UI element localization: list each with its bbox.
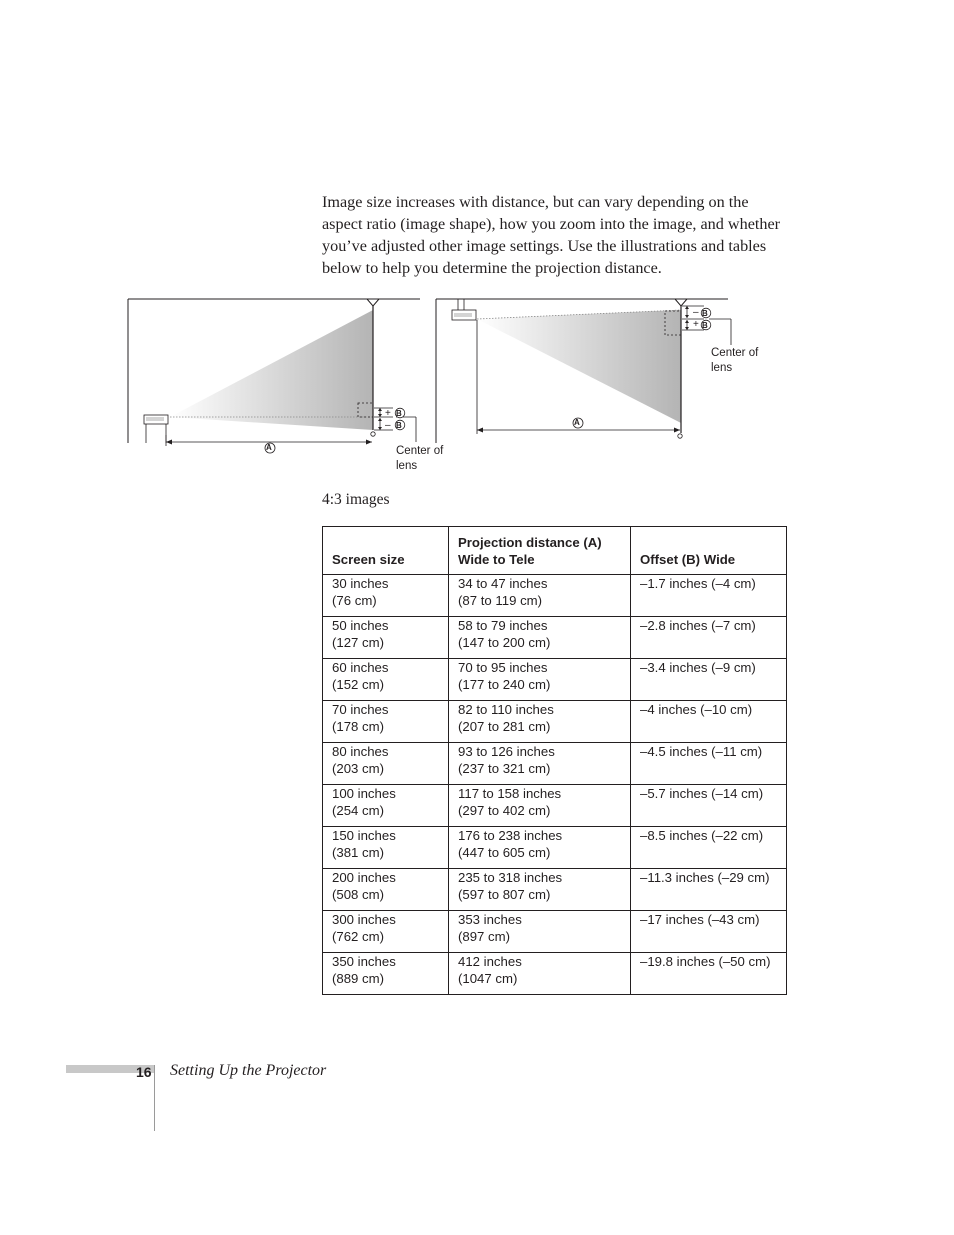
intro-paragraph: Image size increases with distance, but can vary depending on the aspect ratio (image shape), how you zoom into the image, and whether you’ve adjusted other image settings. Use the illustrations and tables below to help you determine the projection distance.: [322, 193, 781, 277]
screen-size-cell-metric: (508 cm): [332, 887, 385, 902]
center-of-lens-line1: Center of: [396, 445, 444, 457]
screen-size-cell-metric: (381 cm): [332, 845, 385, 860]
screen-size-cell: [323, 575, 449, 617]
projection-distance-cell: [449, 911, 631, 953]
offset-cell-value: –1.7 inches (–4 cm): [640, 576, 756, 591]
offset-sign-minus: –: [693, 307, 699, 318]
offset-cell: [631, 659, 787, 701]
offset-sign-plus: +: [385, 408, 391, 419]
screen-size-cell: [323, 827, 449, 869]
footer-divider: [154, 1065, 155, 1131]
offset-cell: [631, 911, 787, 953]
projection-distance-cell: [449, 743, 631, 785]
projection-distance-cell-value: 117 to 158 inches: [458, 786, 562, 801]
offset-cell: [631, 785, 787, 827]
offset-label-b-top: B: [702, 309, 708, 318]
offset-cell: [631, 953, 787, 995]
projection-distance-cell: [449, 869, 631, 911]
screen-size-cell: [323, 911, 449, 953]
page-number: 16: [136, 1064, 152, 1080]
screen-size-cell: [323, 869, 449, 911]
offset-sign-plus: +: [693, 319, 699, 330]
table-row: [323, 953, 787, 995]
center-of-lens-line2: lens: [711, 362, 733, 374]
projection-distance-cell-metric: (177 to 240 cm): [458, 677, 551, 692]
projection-distance-cell: [449, 785, 631, 827]
screen-size-cell-value: 70 inches: [332, 702, 389, 717]
center-of-lens-line2: lens: [396, 460, 418, 472]
header-projection-line1: Projection distance (A): [458, 535, 602, 550]
offset-label-b-bottom: B: [702, 321, 708, 330]
projection-distance-cell-metric: (597 to 807 cm): [458, 887, 551, 902]
projection-distance-cell-value: 176 to 238 inches: [458, 828, 563, 843]
screen-size-cell-value: 80 inches: [332, 744, 389, 759]
ceiling-projector-icon: [452, 299, 476, 320]
projection-distance-cell-metric: (897 cm): [458, 929, 511, 944]
projection-distance-cell: [449, 659, 631, 701]
header-projection-distance: [449, 527, 631, 575]
ceiling-projection-diagram: [436, 299, 731, 443]
screen-size-cell-value: 300 inches: [332, 912, 396, 927]
offset-cell-value: –4.5 inches (–11 cm): [640, 744, 763, 759]
center-of-lens-line1: Center of: [711, 347, 759, 359]
offset-cell-value: –19.8 inches (–50 cm): [640, 954, 771, 969]
screen-size-cell-value: 200 inches: [332, 870, 396, 885]
screen-size-cell-value: 30 inches: [332, 576, 389, 591]
offset-cell: [631, 869, 787, 911]
screen-size-cell-metric: (762 cm): [332, 929, 385, 944]
offset-cell-value: –4 inches (–10 cm): [640, 702, 753, 717]
projection-distance-cell: [449, 827, 631, 869]
screen-size-cell: [323, 785, 449, 827]
projection-distance-cell: [449, 953, 631, 995]
table-header-row: [323, 527, 787, 575]
projection-distance-cell-metric: (147 to 200 cm): [458, 635, 551, 650]
header-projection-line2: Wide to Tele: [458, 552, 535, 567]
center-of-lens-label: [711, 346, 758, 376]
offset-cell-value: –2.8 inches (–7 cm): [640, 618, 756, 633]
projection-distance-cell-value: 235 to 318 inches: [458, 870, 563, 885]
projection-distance-cell-metric: (297 to 402 cm): [458, 803, 551, 818]
screen-size-cell-value: 100 inches: [332, 786, 396, 801]
projection-distance-cell-metric: (447 to 605 cm): [458, 845, 551, 860]
projection-distance-cell-value: 412 inches: [458, 954, 522, 969]
offset-cell: [631, 575, 787, 617]
offset-sign-minus: –: [385, 420, 391, 431]
table-heading: 4:3 images: [322, 491, 390, 508]
screen-size-cell-metric: (76 cm): [332, 593, 377, 608]
screen-size-cell-value: 150 inches: [332, 828, 396, 843]
projection-distance-cell-value: 353 inches: [458, 912, 522, 927]
floor-projection-diagram: [128, 299, 420, 453]
screen-size-cell: [323, 659, 449, 701]
projection-distance-cell-value: 70 to 95 inches: [458, 660, 548, 675]
table-row: [323, 617, 787, 659]
screen-size-cell: [323, 617, 449, 659]
projection-distance-cell-value: 34 to 47 inches: [458, 576, 548, 591]
projection-distance-cell-metric: (237 to 321 cm): [458, 761, 551, 776]
header-screen-size: Screen size: [323, 527, 449, 575]
screen-size-cell-metric: (127 cm): [332, 635, 385, 650]
projection-distance-cell: [449, 575, 631, 617]
header-offset: Offset (B) Wide: [631, 527, 787, 575]
projection-distance-cell-metric: (207 to 281 cm): [458, 719, 551, 734]
projection-diagram-svg: [120, 290, 780, 490]
offset-cell: [631, 743, 787, 785]
screen-size-cell-value: 60 inches: [332, 660, 389, 675]
projector-icon: [144, 415, 168, 443]
table-row: [323, 659, 787, 701]
offset-cell-value: –5.7 inches (–14 cm): [640, 786, 764, 801]
screen-size-cell-metric: (203 cm): [332, 761, 385, 776]
screen-size-cell-metric: (254 cm): [332, 803, 385, 818]
projection-distance-table: [322, 526, 787, 995]
screen-size-cell: [323, 953, 449, 995]
center-of-lens-label: [396, 444, 443, 474]
offset-cell: [631, 617, 787, 659]
table-row: [323, 785, 787, 827]
table-body: [323, 575, 787, 995]
projection-distance-cell: [449, 617, 631, 659]
screen-size-cell-metric: (178 cm): [332, 719, 385, 734]
offset-cell-value: –11.3 inches (–29 cm): [640, 870, 770, 885]
offset-cell-value: –3.4 inches (–9 cm): [640, 660, 756, 675]
projection-distance-cell-value: 93 to 126 inches: [458, 744, 555, 759]
offset-cell-value: –17 inches (–43 cm): [640, 912, 760, 927]
screen-size-cell-value: 350 inches: [332, 954, 396, 969]
table-row: [323, 743, 787, 785]
screen-size-cell: [323, 701, 449, 743]
distance-label-a: A: [574, 418, 580, 427]
screen-size-cell-metric: (152 cm): [332, 677, 385, 692]
screen-size-cell: [323, 743, 449, 785]
projection-distance-cell-value: 58 to 79 inches: [458, 618, 548, 633]
screen-size-cell-value: 50 inches: [332, 618, 389, 633]
table-row: [323, 575, 787, 617]
projection-distance-cell-metric: (1047 cm): [458, 971, 518, 986]
table-row: [323, 869, 787, 911]
distance-label-a: A: [266, 443, 272, 452]
offset-cell: [631, 701, 787, 743]
screen-size-cell-metric: (889 cm): [332, 971, 385, 986]
projection-distance-cell-metric: (87 to 119 cm): [458, 593, 543, 608]
offset-label-b-bottom: B: [396, 421, 402, 430]
projection-distance-cell-value: 82 to 110 inches: [458, 702, 554, 717]
projection-distance-cell: [449, 701, 631, 743]
table-row: [323, 701, 787, 743]
projection-diagrams: [120, 290, 780, 495]
footer-section-title: Setting Up the Projector: [170, 1062, 327, 1079]
table-row: [323, 827, 787, 869]
offset-cell-value: –8.5 inches (–22 cm): [640, 828, 764, 843]
offset-label-b-top: B: [396, 409, 402, 418]
table-row: [323, 911, 787, 953]
offset-cell: [631, 827, 787, 869]
